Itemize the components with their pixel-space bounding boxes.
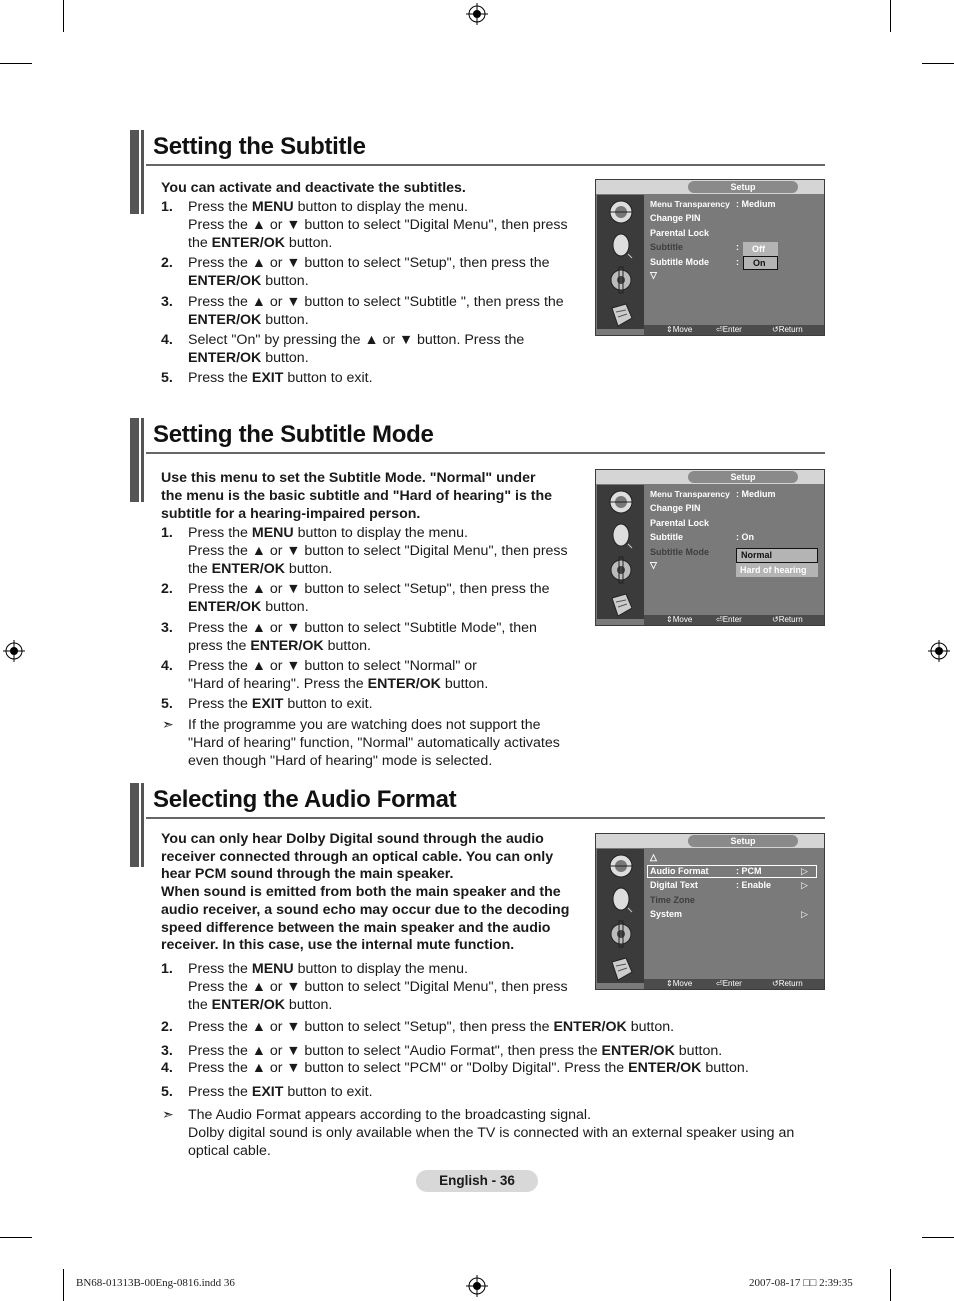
osd-row-label[interactable]: Subtitle Mode [650,257,709,267]
registration-mark-icon [466,3,488,25]
section-title: Setting the Subtitle Mode [153,421,434,448]
step-text: Press the ▲ or ▼ button to select "Subtitle ", then press the ENTER/OK button. [188,294,564,328]
osd-row-label[interactable]: Menu Transparency [650,199,730,209]
crop-mark [890,1269,891,1301]
crop-mark [0,1237,32,1238]
osd-row-label[interactable]: Digital Text [650,880,698,890]
crop-mark [0,63,32,64]
section-bar [141,418,144,502]
submenu-arrow-icon: ▷ [801,866,808,876]
enter-hint: ⏎Enter [716,615,742,624]
osd-footer [644,615,824,625]
return-hint: ↺Return [772,979,803,988]
section-bar [130,130,139,214]
section-bar [130,783,139,867]
crop-mark [890,0,891,32]
more-down-icon: ▽ [650,560,657,570]
osd-option-normal[interactable]: Normal [736,548,818,563]
osd-sidebar [597,195,644,329]
step-text: Press the MENU button to display the menu. Press the ▲ or ▼ button to select "Digital Menu", then press the ENTER/OK button. [188,961,568,1013]
osd-row-label[interactable]: Menu Transparency [650,489,730,499]
crop-mark [63,1269,64,1301]
step-text: Press the MENU button to display the menu. Press the ▲ or ▼ button to select "Digital Menu", then press the ENTER/OK button. [188,525,568,577]
osd-title: Setup [730,836,756,846]
osd-title: Setup [730,472,756,482]
setup-icon [606,590,636,618]
osd-row-label[interactable]: Change PIN [650,213,701,223]
step-text: Press the EXIT button to exit. [188,370,373,386]
osd-row-value: : On [736,532,754,542]
osd-row-value: : [736,242,739,252]
step-text: Press the ▲ or ▼ button to select "Setup", then press the ENTER/OK button. [188,581,550,615]
move-hint: ⇕Move [666,979,693,988]
step-number: 3. [161,294,173,310]
enter-hint: ⏎Enter [716,325,742,334]
osd-footer [644,979,824,989]
step-number: 5. [161,1084,173,1100]
sound-icon [606,522,636,550]
osd-row-value: : [736,257,739,267]
section-title: Selecting the Audio Format [153,786,457,813]
step-text: Press the EXIT button to exit. [188,696,373,712]
step-number: 5. [161,370,173,386]
move-hint: ⇕Move [666,615,693,624]
crop-mark [922,1237,954,1238]
section-bar [130,418,139,502]
more-down-icon: ▽ [650,270,657,280]
section-intro: You can activate and deactivate the subtitles. [161,180,466,196]
page-number-badge: English - 36 [416,1170,538,1192]
osd-row-value: : Medium [736,489,776,499]
registration-mark-icon [3,640,25,662]
picture-icon [606,852,636,880]
osd-footer [644,325,824,335]
date-info: 2007-08-17 □□ 2:39:35 [749,1277,853,1289]
note-text: If the programme you are watching does not support the "Hard of hearing" function, "Normal" automatically activates even though "Hard of hearing" mode is selected. [188,717,560,769]
channel-icon [606,920,636,948]
move-hint: ⇕Move [666,325,693,334]
step-number: 5. [161,696,173,712]
enter-hint: ⏎Enter [716,979,742,988]
section-bar [141,130,144,214]
step-number: 4. [161,332,173,348]
osd-setup-screen-subtitle-mode [595,469,825,626]
note-arrow-icon: ➣ [162,716,174,732]
osd-option-off[interactable]: Off [743,242,778,256]
step-text: Press the ▲ or ▼ button to select "Audio Format", then press the ENTER/OK button. [188,1043,723,1059]
osd-setup-screen-subtitle [595,179,825,336]
step-number: 2. [161,1019,173,1035]
osd-row-label[interactable]: Subtitle [650,532,683,542]
channel-icon [606,556,636,584]
step-text: Press the ▲ or ▼ button to select "Setup", then press the ENTER/OK button. [188,255,550,289]
osd-setup-screen-audio-format [595,833,825,990]
step-number: 4. [161,1060,173,1076]
step-text: Press the ▲ or ▼ button to select "Subtitle Mode", then press the ENTER/OK button. [188,620,537,654]
note-text: The Audio Format appears according to the broadcasting signal. Dolby digital sound is only available when the TV is connected with an external speaker using an optical cable. [188,1107,795,1159]
intro-line: the menu is the basic subtitle and "Hard of hearing" is the [161,488,553,504]
osd-row-label[interactable]: System [650,909,683,919]
step-number: 2. [161,255,173,271]
sound-icon [606,886,636,914]
osd-option-hard-of-hearing[interactable]: Hard of hearing [736,563,818,577]
step-text: Press the ▲ or ▼ button to select "Normal" or "Hard of hearing". Press the ENTER/OK button. [188,658,489,692]
osd-row-value: : Medium [736,199,776,209]
section-rule [146,164,825,166]
osd-option-on[interactable]: On [743,256,778,270]
step-number: 2. [161,581,173,597]
step-number: 4. [161,658,173,674]
intro-line: subtitle for a hearing-impaired person. [161,506,421,522]
osd-row-value: : Enable [736,880,772,890]
osd-row-label[interactable]: Time Zone [650,895,695,905]
osd-row-label[interactable]: Parental Lock [650,518,710,528]
osd-sidebar [597,849,644,983]
note-arrow-icon: ➣ [162,1106,174,1122]
picture-icon [606,488,636,516]
osd-title: Setup [730,182,756,192]
crop-mark [63,0,64,32]
step-text: Press the ▲ or ▼ button to select "Setup", then press the ENTER/OK button. [188,1019,675,1035]
osd-row-value: : PCM [736,866,762,876]
section-intro: You can only hear Dolby Digital sound through the audio receiver connected through an optical cable. You can only hear PCM sound through the main speaker. When sound is emitted from both the main speaker and the audio receiver, a sound echo may occur due to the decoding speed difference between the main speaker and the audio receiver. In this case, use the internal mute function. [161,831,570,954]
registration-mark-icon [466,1275,488,1297]
step-number: 1. [161,525,173,541]
step-number: 1. [161,961,173,977]
picture-icon [606,198,636,226]
return-hint: ↺Return [772,325,803,334]
step-text: Press the EXIT button to exit. [188,1084,373,1100]
osd-row-label[interactable]: Parental Lock [650,228,710,238]
section-intro [161,469,581,523]
sound-icon [606,232,636,260]
step-number: 3. [161,620,173,636]
setup-icon [606,954,636,982]
osd-row-label[interactable]: Change PIN [650,503,701,513]
submenu-arrow-icon: ▷ [801,909,808,919]
osd-sidebar [597,485,644,619]
osd-row-label[interactable]: Audio Format [650,866,709,876]
step-text: Press the ▲ or ▼ button to select "PCM" or "Dolby Digital". Press the ENTER/OK button. [188,1060,749,1076]
step-text: Select "On" by pressing the ▲ or ▼ button. Press the ENTER/OK button. [188,332,525,366]
channel-icon [606,266,636,294]
section-title: Setting the Subtitle [153,133,366,160]
osd-row-label[interactable]: Subtitle [650,242,683,252]
file-info: BN68-01313B-00Eng-0816.indd 36 [76,1277,235,1289]
section-rule [146,452,825,454]
intro-line: Use this menu to set the Subtitle Mode. "Normal" under [161,470,536,486]
return-hint: ↺Return [772,615,803,624]
registration-mark-icon [928,640,950,662]
step-text: Press the MENU button to display the menu. Press the ▲ or ▼ button to select "Digital Menu", then press the ENTER/OK button. [188,199,568,251]
step-number: 1. [161,199,173,215]
section-bar [141,783,144,867]
crop-mark [922,63,954,64]
setup-icon [606,300,636,328]
step-number: 3. [161,1043,173,1059]
section-rule [146,817,825,819]
osd-row-label[interactable]: Subtitle Mode [650,547,709,557]
submenu-arrow-icon: ▷ [801,880,808,890]
more-up-icon: △ [650,852,657,862]
